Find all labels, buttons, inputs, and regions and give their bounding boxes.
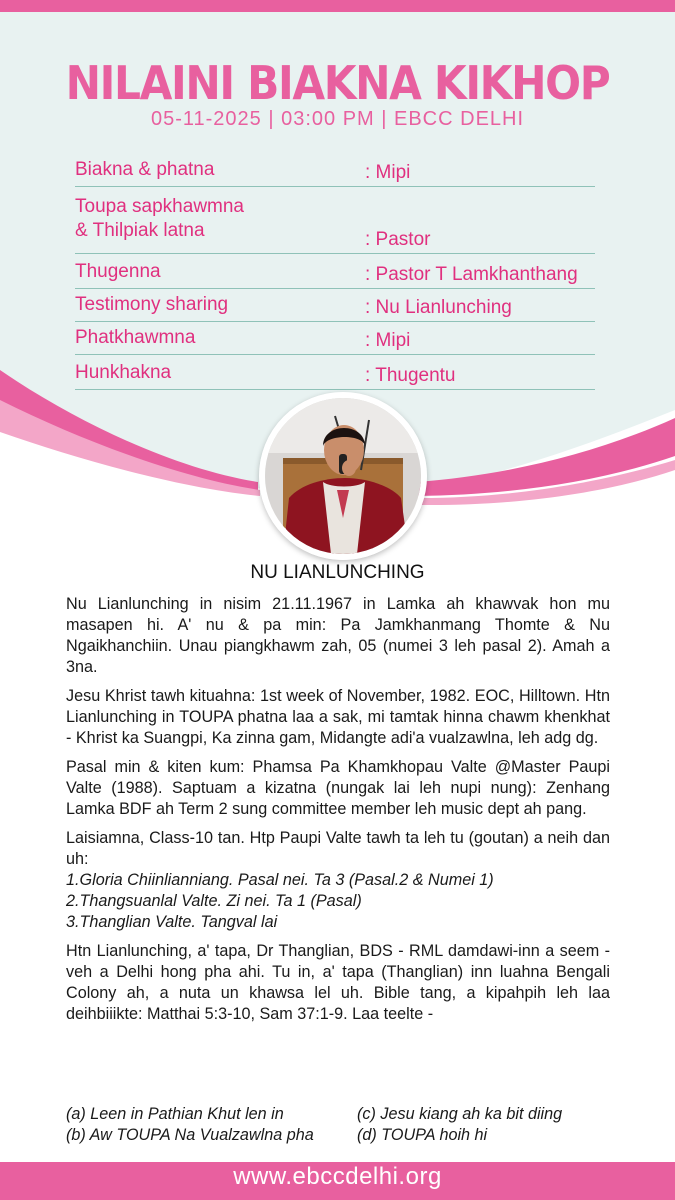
program-person: : Mipi <box>365 330 411 351</box>
song-item: (a) Leen in Pathian Khut len in <box>66 1105 284 1123</box>
program-person: : Mipi <box>365 162 411 183</box>
program-person: : Pastor <box>365 229 431 250</box>
program-row <box>75 158 595 187</box>
list-item: 3.Thanglian Valte. Tangval lai <box>66 913 278 931</box>
program-role: Biakna & phatna <box>75 159 215 180</box>
program-role: Hunkhakna <box>75 362 172 383</box>
program-row <box>75 293 595 322</box>
song-item: (d) TOUPA hoih hi <box>357 1126 488 1144</box>
bio-paragraph: Jesu Khrist tawh kituahna: 1st week of November, 1982. EOC, Hilltown. Htn Lianlunching in TOUPA phatna laa a sak, mi tamtak hinna chawm khenkhat - Khrist ka Suangpi, Ka zinna gam, Midangte adi'a vualzawlna, leh adg dg. <box>66 687 610 747</box>
bio-paragraph: Nu Lianlunching in nisim 21.11.1967 in Lamka ah khawvak hon mu masapen hi. A' nu & pa min: Pa Jamkhanmang Thomte & Nu Ngaikhanchiin. Unau piangkhawm zah, 05 (numei 3 leh pasal 2). Amah a 3na. <box>66 595 610 676</box>
program-person: : Nu Lianlunching <box>365 297 512 318</box>
list-item: 2.Thangsuanlal Valte. Zi nei. Ta 1 (Pasal) <box>66 892 362 910</box>
song-item: (b) Aw TOUPA Na Vualzawlna pha <box>66 1126 314 1144</box>
bio-paragraph: Laisiamna, Class-10 tan. Htp Paupi Valte tawh ta leh tu (goutan) a neih dan uh: <box>66 829 610 868</box>
speaker-bio <box>66 594 610 1033</box>
program-row <box>75 195 595 254</box>
program-role: Phatkhawmna <box>75 327 196 348</box>
children-list <box>66 870 610 933</box>
song-item: (c) Jesu kiang ah ka bit diing <box>357 1105 563 1123</box>
program-list <box>75 158 595 390</box>
program-row <box>75 260 595 289</box>
program-role: Thugenna <box>75 261 161 282</box>
program-person: : Pastor T Lamkhanthang <box>365 264 578 285</box>
bio-paragraph: Pasal min & kiten kum: Phamsa Pa Khamkhopau Valte @Master Paupi Valte (1988). Saptuam a kizatna (nungak lai leh nupi nung): Zenhang Lamka BDF ah Term 2 sung committee member leh music dept ah pang. <box>66 758 610 818</box>
page-title: NILAINI BIAKNA KIKHOP <box>65 56 610 110</box>
program-row <box>75 326 595 355</box>
program-role: Toupa sapkhawmna & Thilpiak latna <box>75 196 244 241</box>
speaker-name: NU LIANLUNCHING <box>250 562 425 583</box>
list-item: 1.Gloria Chiinlianniang. Pasal nei. Ta 3 (Pasal.2 & Numei 1) <box>66 871 494 889</box>
event-details: 05-11-2025 | 03:00 PM | EBCC DELHI <box>150 108 525 130</box>
speaker-photo <box>259 392 427 560</box>
bio-paragraph: Htn Lianlunching, a' tapa, Dr Thanglian, BDS - RML damdawi-inn a seem - veh a Delhi hong pha ahi. Tu in, a' tapa (Thanglian) inn luahna Bengali Colony ah, a nuta un khawsa lel uh. Bible tang, a kipahpih leh laa deihbiiikte: Matthai 5:3-10, Sam 37:1-9. Laa teelte - <box>66 942 610 1023</box>
website-link[interactable]: www.ebccdelhi.org <box>233 1163 442 1190</box>
program-role: Testimony sharing <box>75 294 229 315</box>
program-person: : Thugentu <box>365 365 456 386</box>
program-row <box>75 361 595 390</box>
